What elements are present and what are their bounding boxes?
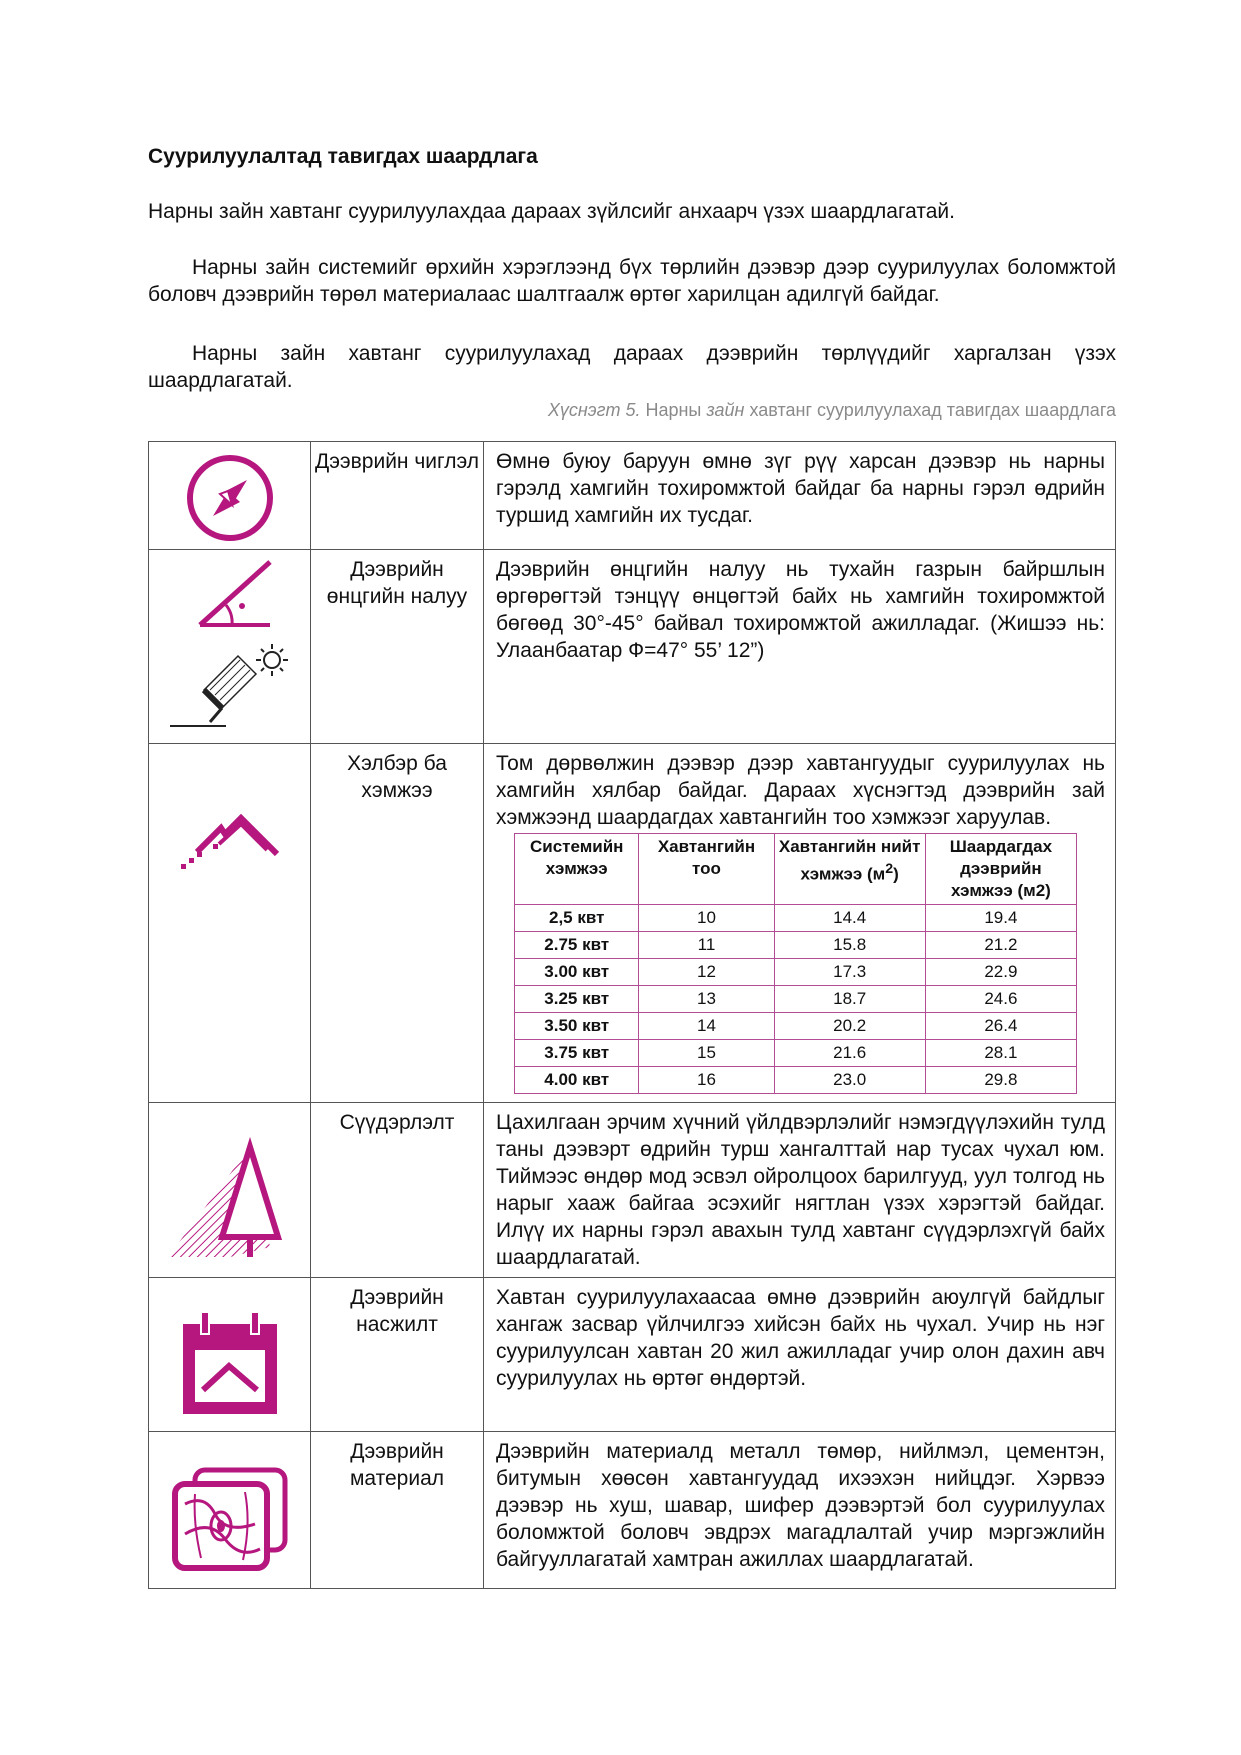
table-row xyxy=(149,1278,1116,1432)
paragraph-2: Нарны зайн хавтанг суурилуулахад дараах дээврийн төрлүүдийг харгалзан үзэх шаардлагатай. xyxy=(148,342,1116,392)
row-label: Хэлбэр ба хэмжээ xyxy=(311,744,484,1103)
table-row: 3.00 квт 12 17.3 22.9 xyxy=(515,959,1077,986)
caption-italic: зайн xyxy=(706,400,745,420)
sub-table-header: Хавтангийн тоо xyxy=(639,834,774,905)
wood-material-icon xyxy=(165,1464,295,1574)
row-label: Дээврийн өнцгийн налуу xyxy=(311,550,484,744)
row-label: Дээврийн материал xyxy=(311,1432,484,1589)
table-row xyxy=(149,1432,1116,1589)
icon-cell xyxy=(149,1103,311,1278)
row-label: Сүүдэрлэлт xyxy=(311,1103,484,1278)
sub-table-header: Шаардагдах дээврийн хэмжээ (м2) xyxy=(925,834,1076,905)
panel-size-table xyxy=(514,833,1077,1094)
caption-part1: Нарны xyxy=(640,400,707,420)
table-row: 4.00 квт 16 23.0 29.8 xyxy=(515,1067,1077,1094)
sub-table-header: Хавтангийн нийт хэмжээ $(м^2)$ xyxy=(774,834,925,905)
table-row xyxy=(149,442,1116,550)
row-label: Дээврийн насжилт xyxy=(311,1278,484,1432)
table-row: 2.75 квт 11 15.8 21.2 xyxy=(515,932,1077,959)
caption-prefix: Хүснэгт 5. xyxy=(547,400,641,420)
icon-cell xyxy=(149,550,311,744)
table-row xyxy=(149,550,1116,744)
icon-cell xyxy=(149,744,311,1103)
icon-cell xyxy=(149,1432,311,1589)
row-description: Өмнө буюу баруун өмнө зүг рүү харсан дээвэр нь нарны гэрэлд хамгийн тохиромжтой байдаг ба нарны гэрэл өдрийн туршид хамгийн их тусдаг. xyxy=(484,442,1116,550)
table-row xyxy=(149,1103,1116,1278)
sub-table-header-row xyxy=(515,834,1077,905)
sub-table-header: Системийн хэмжээ xyxy=(515,834,639,905)
row-description: Том дөрвөлжин дээвэр дээр хавтангуудыг суурилуулах нь хамгийн хялбар байдаг. Дараах хүснэгтэд дээврийн зай хэмжээнд шаардагдах хавтангийн тоо хэмжээг харуулав. Системийн хэмжээ Хавтангийн тоо Хавтангийн нийт хэмжээ $(м^2)$ Шаардагдах дээврийн хэмжээ (м2) 2,5 квт 10 14.4 19.4 2.75 квт 11 15.8 21.2 3.00 квт 12 17.3 22.9 3.25 квт 13 18.7 24.6 3.50 квт 14 20.2 26.4 3.75 квт 15 21.6 28.1 4.00 квт 16 23.0 29.8 xyxy=(484,744,1116,1103)
table-caption xyxy=(148,400,1116,421)
row-description: Дээврийн материалд металл төмөр, нийлмэл, цементэн, битумын хөөсөн хавтангуудад ихээхэн нийцдэг. Хэрвээ дээвэр нь хуш, шавар, шифер дээвэртэй бол суурилуулах боломжтой боловч эвдрэх магадлалтай учир мэргэжлийн байгууллагатай хамтран ажиллах шаардлагатай. xyxy=(484,1432,1116,1589)
icon-cell xyxy=(149,442,311,550)
compass-icon xyxy=(180,448,280,548)
roof-angle-icon xyxy=(160,550,300,736)
table-row: 2,5 квт 10 14.4 19.4 xyxy=(515,905,1077,932)
table-row xyxy=(149,744,1116,1103)
row-description: Цахилгаан эрчим хүчний үйлдвэрлэлийг нэмэгдүүлэхийн тулд таны дээвэрт өдрийн турш хангалттай нар тусах чухал юм. Тиймээс өндөр мод эсвэл ойролцоох барилгууд, уул толгод нь нарыг хааж байгаа эсэхийг нягтлан үзэх хэрэгтэй байдаг. Илүү их нарны гэрэл авахын тулд хавтанг сүүдэрлэхгүй байх шаардлагатай. xyxy=(484,1103,1116,1278)
roof-shape-icon xyxy=(175,804,285,884)
table-row: 3.75 квт 15 21.6 28.1 xyxy=(515,1040,1077,1067)
intro-text: Нарны зайн хавтанг суурилуулахдаа дараах зүйлсийг анхаарч үзэх шаардлагатай. xyxy=(148,200,955,223)
section-heading: Суурилуулалтад тавигдах шаардлага xyxy=(148,145,538,168)
tree-shade-icon xyxy=(160,1107,300,1267)
table-row: 3.50 квт 14 20.2 26.4 xyxy=(515,1013,1077,1040)
calendar-roof-icon xyxy=(175,1310,285,1420)
row-label: Дээврийн чиглэл xyxy=(311,442,484,550)
icon-cell xyxy=(149,1278,311,1432)
row-description: Дээврийн өнцгийн налуу нь тухайн газрын байршлын өргөрөгтэй тэнцүү өнцөгтэй байх нь хамгийн тохиромжтой бөгөөд 30°-45° байвал тохиромжтой ажилладаг. (Жишээ нь: Улаанбаатар Ф=47° 55’ 12”) xyxy=(484,550,1116,744)
paragraph-1: Нарны зайн системийг өрхийн хэрэглээнд бүх төрлийн дээвэр дээр суурилуулах боломжтой боловч дээврийн төрөл материалаас шалтгаалж өртөг харилцан адилгүй байдаг. xyxy=(148,256,1116,306)
row-description: Хавтан суурилуулахаасаа өмнө дээврийн аюулгүй байдлыг хангаж засвар үйлчилгээ хийсэн байх нь чухал. Учир нь нэг суурилуулсан хавтан 20 жил ажилладаг учир олон дахин авч суурилуулах нь өртөг өндөртэй. xyxy=(484,1278,1116,1432)
caption-part2: хавтанг суурилуулахад тавигдах шаардлага xyxy=(744,400,1116,420)
table-row: 3.25 квт 13 18.7 24.6 xyxy=(515,986,1077,1013)
requirements-table xyxy=(148,441,1116,1589)
